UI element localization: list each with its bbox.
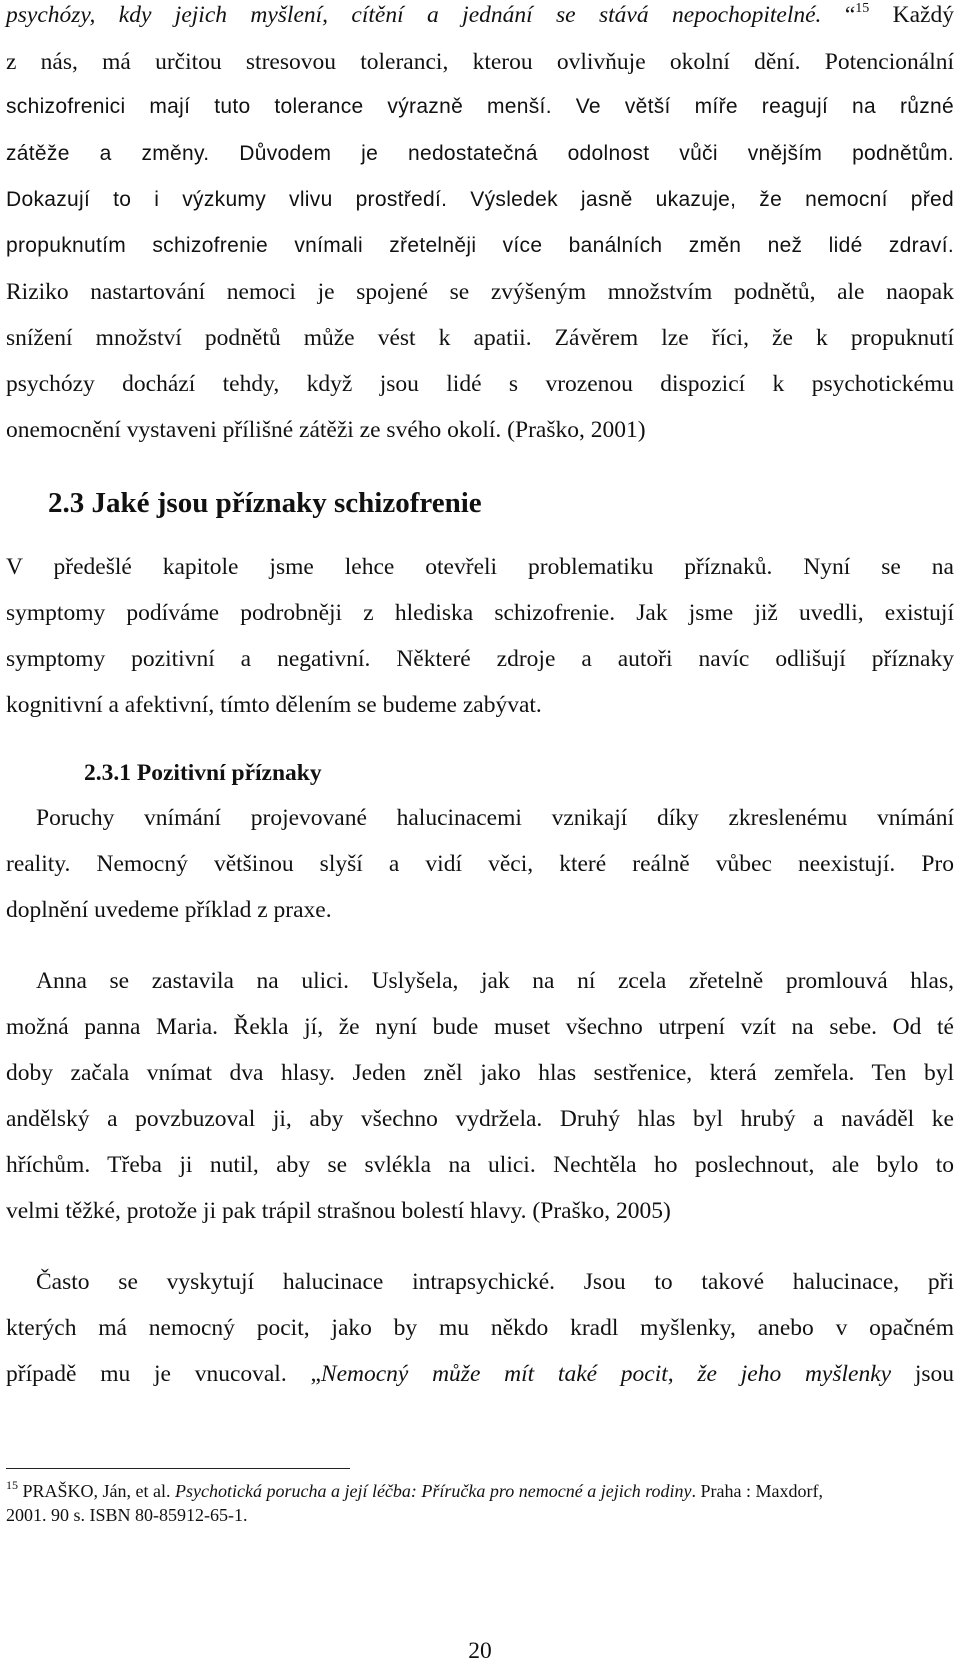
paragraph-line: možná panna Maria. Řekla jí, že nyní bude muset všechno utrpení vzít na sebe. Od té [6,1014,954,1040]
paragraph-line: kterých má nemocný pocit, jako by mu někdo kradl myšlenky, anebo v opačném [6,1315,954,1341]
paragraph-line: z nás, má určitou stresovou toleranci, kterou ovlivňuje okolní dění. Potencionální [6,49,954,75]
footnote-number: 15 [6,1478,18,1492]
footnote-line: 2001. 90 s. ISBN 80-85912-65-1. [6,1505,248,1525]
footnote-title: Psychotická porucha a její léčba: Příručka pro nemocné a jejich rodiny [175,1481,692,1501]
footnote-reference[interactable]: 15 [855,1,870,16]
footnote-divider [6,1468,350,1469]
italic-quote-text: psychózy, kdy jejich myšlení, cítění a jednání se stává nepochopitelné. [6,2,822,28]
paragraph-line: schizofrenici mají tuto tolerance výrazně menší. Ve větší míře reagují na různé [6,95,954,118]
paragraph-line: propuknutím schizofrenie vnímali zřetelněji více banálních změn než lidé zdraví. [6,234,954,257]
paragraph-line: symptomy podíváme podrobněji z hlediska schizofrenie. Jak jsme již uvedli, existují [6,600,954,626]
closing-quote: “ [821,2,856,28]
paragraph-line: doby začala vnímat dva hlasy. Jeden zněl jako hlas sestřenice, která zemřela. Ten byl [6,1060,954,1086]
paragraph-line: Poruchy vnímání projevované halucinacemi vznikají díky zkreslenému vnímání [36,805,954,831]
paragraph-text: Každý [869,2,954,28]
paragraph-line: hříchům. Třeba ji nutil, aby se svlékla na ulici. Nechtěla ho poslechnout, ale bylo to [6,1152,954,1178]
paragraph-line: snížení množství podnětů může vést k apatii. Závěrem lze říci, že k propuknutí [6,325,954,351]
footnote [6,1480,946,1502]
paragraph-line: Anna se zastavila na ulici. Uslyšela, jak na ní zcela zřetelně promlouvá hlas, [36,968,954,994]
subsection-heading: 2.3.1 Pozitivní příznaky [84,760,322,786]
italic-quote-text: Nemocný může mít také pocit, že jeho myšlenky [320,1361,892,1387]
section-heading: 2.3 Jaké jsou příznaky schizofrenie [48,487,482,519]
paragraph-line: onemocnění vystaveni přílišné zátěži ze svého okolí. (Praško, 2001) [6,417,646,443]
paragraph-text: případě mu je vnucoval. „ [6,1361,321,1387]
paragraph-line: kognitivní a afektivní, tímto dělením se budeme zabývat. [6,692,542,718]
paragraph-line: velmi těžké, protože ji pak trápil strašnou bolestí hlavy. (Praško, 2005) [6,1198,671,1224]
footnote-author: PRAŠKO, Ján, et al. [18,1481,175,1501]
footnote-publisher: . Praha : Maxdorf, [691,1481,823,1501]
paragraph-line [6,1359,954,1389]
paragraph-line: psychózy dochází tehdy, když jsou lidé s vrozenou dispozicí k psychotickému [6,371,954,397]
paragraph-text: jsou [891,1361,955,1387]
paragraph-line: V předešlé kapitole jsme lehce otevřeli problematiku příznaků. Nyní se na [6,554,954,580]
paragraph-line [6,0,954,30]
paragraph-line: Riziko nastartování nemoci je spojené se zvýšeným množstvím podnětů, ale naopak [6,279,954,305]
paragraph-line: andělský a povzbuzoval ji, aby všechno vydržela. Druhý hlas byl hrubý a naváděl ke [6,1106,954,1132]
paragraph-line: Často se vyskytují halucinace intrapsychické. Jsou to takové halucinace, při [36,1269,954,1295]
paragraph-line: symptomy pozitivní a negativní. Některé zdroje a autoři navíc odlišují příznaky [6,646,954,672]
paragraph-line: doplnění uvedeme příklad z praxe. [6,897,332,923]
page-number: 20 [468,1638,492,1664]
paragraph-line: reality. Nemocný většinou slyší a vidí věci, které reálně vůbec neexistují. Pro [6,851,954,877]
paragraph-line: zátěže a změny. Důvodem je nedostatečná odolnost vůči vnějším podnětům. [6,142,954,165]
paragraph-line: Dokazují to i výzkumy vlivu prostředí. Výsledek jasně ukazuje, že nemocní před [6,188,954,211]
